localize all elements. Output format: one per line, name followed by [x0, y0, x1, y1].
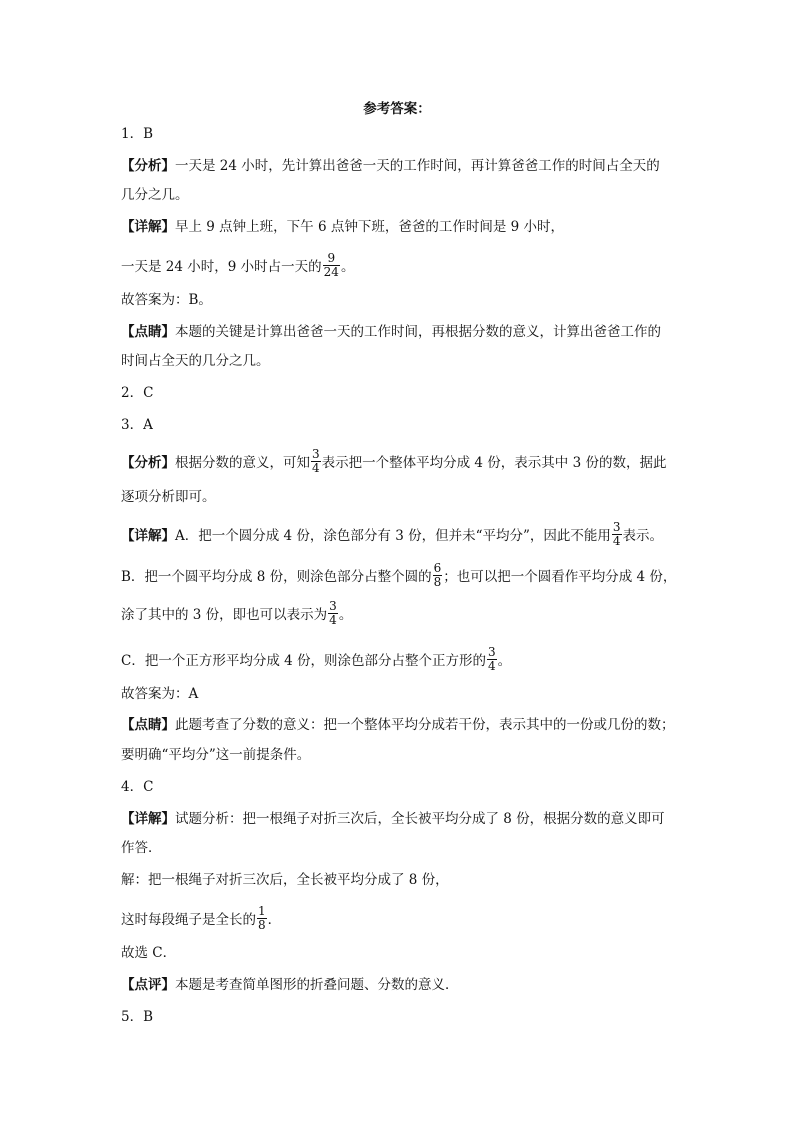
- text-segment: 本题是考查简单图形的折叠问题、分数的意义．: [175, 977, 459, 993]
- text-line: [121, 217, 564, 237]
- text-segment: 。: [338, 607, 353, 623]
- text-line: [121, 943, 176, 963]
- fraction-denominator: 4: [312, 461, 320, 475]
- text-segment: 试题分析：把一根绳子对折三次后，全长被平均分成了 8 份，根据分数的意义即可: [175, 811, 665, 827]
- text-segment: 几分之几。: [121, 187, 189, 203]
- fraction: [328, 600, 338, 627]
- fraction-numerator: 3: [488, 645, 496, 659]
- text-line: [121, 975, 459, 995]
- fraction: [257, 905, 267, 932]
- fraction-denominator: 8: [258, 918, 266, 932]
- fraction-denominator: 8: [433, 575, 442, 589]
- text-segment: 逐项分析即可。: [121, 489, 216, 505]
- text-segment: 时间占全天的几分之几。: [121, 353, 270, 369]
- section-tag: 【详解】: [121, 528, 175, 544]
- text-line: [121, 447, 667, 475]
- text-segment: 故答案为：A: [121, 686, 199, 702]
- fraction-denominator: 4: [329, 613, 337, 627]
- text-line: [121, 487, 216, 507]
- text-line: [121, 838, 162, 858]
- text-line: [121, 290, 212, 310]
- text-line: [121, 777, 153, 797]
- fraction-denominator: 4: [488, 659, 496, 673]
- text-line: [121, 156, 660, 176]
- section-tag: 【点睛】: [121, 324, 175, 340]
- text-line: [121, 684, 198, 704]
- text-segment: 一天是 24 小时，先计算出爸爸一天的工作时间，再计算爸爸工作的时间占全天的: [175, 158, 660, 174]
- text-line: [121, 251, 355, 279]
- text-line: [121, 322, 661, 342]
- text-segment: 。: [497, 653, 512, 669]
- fraction: [323, 252, 340, 279]
- fraction-numerator: 1: [258, 904, 266, 918]
- text-line: [121, 904, 282, 932]
- fraction-denominator: 4: [612, 534, 621, 548]
- text-segment: 作答．: [121, 840, 162, 856]
- text-line: [121, 599, 353, 627]
- section-tag: 【分析】: [121, 158, 175, 174]
- fraction: [612, 521, 622, 548]
- text-segment: 要明确“平均分”这一前提条件。: [121, 747, 311, 763]
- text-segment: 故答案为：B。: [121, 292, 212, 308]
- fraction-numerator: 3: [329, 599, 337, 613]
- text-line: [121, 645, 512, 673]
- text-segment: 本题的关键是计算出爸爸一天的工作时间，再根据分数的意义，计算出爸爸工作的: [175, 324, 661, 340]
- fraction: [433, 562, 443, 589]
- text-line: [121, 809, 665, 829]
- text-segment: 根据分数的意义，可知: [175, 455, 310, 471]
- text-segment: 表示把一个整体平均分成 4 份，表示其中 3 份的数，据此: [321, 455, 667, 471]
- text-line: [121, 520, 664, 548]
- text-segment: 。: [340, 259, 355, 275]
- fraction-numerator: 3: [612, 520, 621, 534]
- text-segment: ；也可以把一个圆看作平均分成 4 份，: [443, 569, 677, 585]
- section-tag: 【详解】: [121, 811, 175, 827]
- text-line: [121, 415, 153, 435]
- fraction: [311, 448, 321, 475]
- text-line: [121, 383, 153, 403]
- section-tag: 【点睛】: [121, 717, 175, 733]
- fraction-numerator: 3: [312, 447, 320, 461]
- text-segment: C．把一个正方形平均分成 4 份，则涂色部分占整个正方形的: [121, 653, 487, 669]
- text-segment: 故选 C．: [121, 945, 177, 961]
- text-segment: 5．B: [121, 1009, 154, 1025]
- text-segment: 一天是 24 小时，9 小时占一天的: [121, 259, 322, 275]
- text-segment: A．把一个圆分成 4 份，涂色部分有 3 份，但并未“平均分”，因此不能用: [175, 528, 611, 544]
- text-segment: 解：把一根绳子对折三次后，全长被平均分成了 8 份，: [121, 872, 449, 888]
- text-segment: B．把一个圆平均分成 8 份，则涂色部分占整个圆的: [121, 569, 432, 585]
- text-segment: ．: [267, 912, 282, 928]
- text-line: [121, 185, 189, 205]
- text-segment: 这时每段绳子是全长的: [121, 912, 256, 928]
- section-tag: 【详解】: [121, 219, 175, 235]
- text-line: [121, 715, 675, 735]
- text-line: [121, 870, 449, 890]
- text-segment: 早上 9 点钟上班，下午 6 点钟下班，爸爸的工作时间是 9 小时，: [175, 219, 565, 235]
- text-segment: 2．C: [121, 385, 154, 401]
- text-line: [121, 561, 677, 589]
- fraction-numerator: 9: [323, 252, 340, 266]
- fraction-numerator: 6: [433, 561, 442, 575]
- text-line: [121, 351, 270, 371]
- text-segment: 此题考查了分数的意义：把一个整体平均分成若干份，表示其中的一份或几份的数；: [175, 717, 675, 733]
- text-line: [121, 745, 310, 765]
- text-segment: 4．C: [121, 779, 154, 795]
- text-segment: 1．B: [121, 126, 154, 142]
- text-segment: 表示。: [622, 528, 664, 544]
- fraction-denominator: 24: [323, 265, 339, 279]
- page-title: 参考答案：: [363, 101, 431, 117]
- text-segment: 3．A: [121, 417, 153, 433]
- section-tag: 【分析】: [121, 455, 175, 471]
- text-line: [121, 1007, 153, 1027]
- text-segment: 涂了其中的 3 份，即也可以表示为: [121, 607, 328, 623]
- text-line: [121, 124, 153, 144]
- section-tag: 【点评】: [121, 977, 175, 993]
- fraction: [487, 646, 497, 673]
